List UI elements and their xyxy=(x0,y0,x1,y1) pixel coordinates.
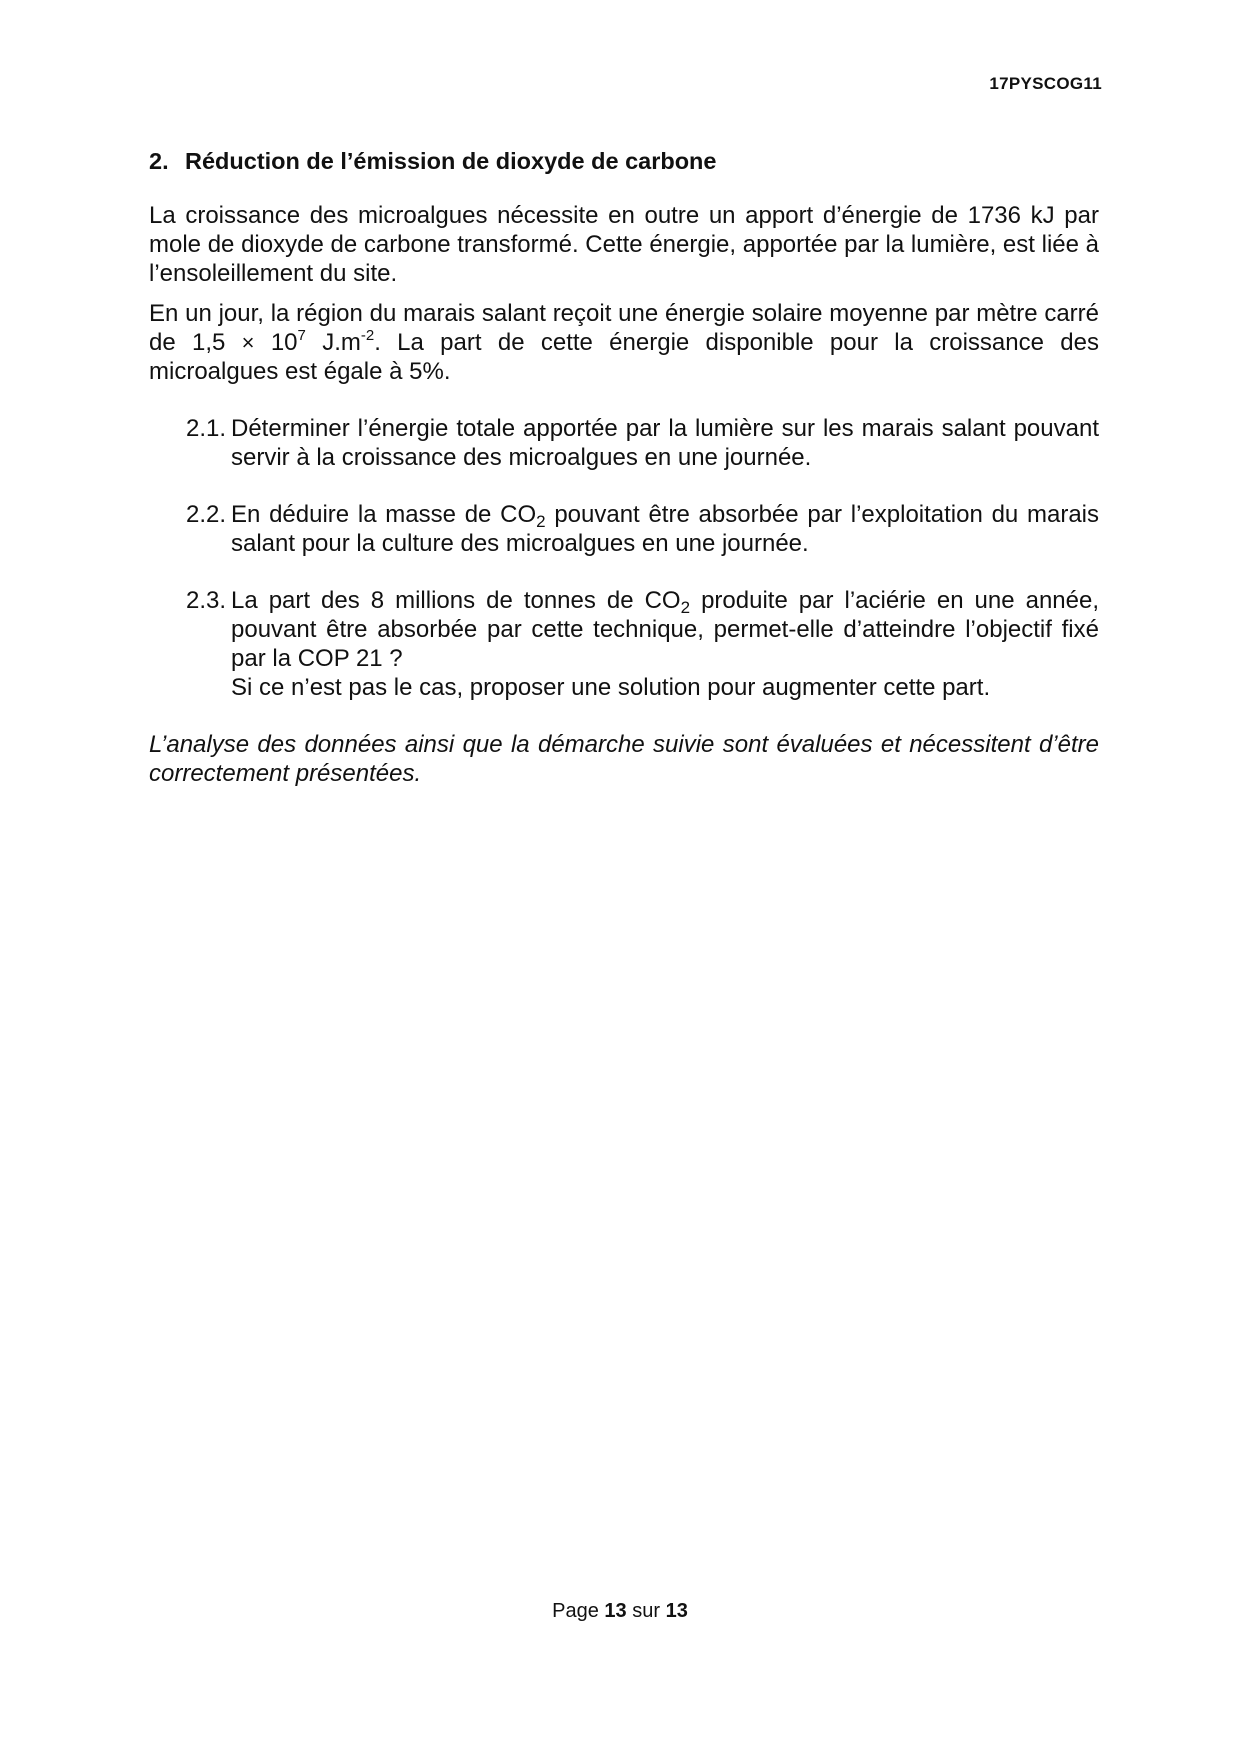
question-text: Déterminer l’énergie totale apportée par la lumière sur les marais salant pouvant servir à la croissance des microalgues en une journée. xyxy=(231,415,1099,471)
question-text: La part des 8 millions de tonnes de CO xyxy=(231,587,681,614)
of-label: sur xyxy=(632,1600,661,1622)
section-number: 2. xyxy=(149,148,169,174)
page-total: 13 xyxy=(665,1600,688,1622)
page-label: Page xyxy=(552,1600,599,1622)
document-code: 17PYSCOG11 xyxy=(989,74,1102,93)
question-number: 2.2. xyxy=(186,501,227,528)
exponent: 7 xyxy=(297,327,306,344)
times-symbol: × xyxy=(241,330,255,355)
section-title: Réduction de l’émission de dioxyde de carbone xyxy=(185,148,717,174)
paragraph-solar-energy xyxy=(149,299,1099,386)
paragraph-text: En un jour, la région du marais salant reçoit une énergie solaire moyenne par mètre carré de 1,5 xyxy=(149,300,1099,356)
question-number: 2.3. xyxy=(186,587,227,614)
exponent: -2 xyxy=(360,327,375,344)
paragraph-energy-requirement: La croissance des microalgues nécessite en outre un apport d’énergie de 1736 kJ par mole de dioxyde de carbone transformé. Cette énergie, apportée par la lumière, est liée à l’ensoleillement du site. xyxy=(149,202,1099,287)
question-number: 2.1. xyxy=(186,415,227,442)
question-text: produite par l’aciérie en une année, pouvant être absorbée par cette technique, permet-elle d’atteindre l’objectif fixé par la COP 21 ? xyxy=(231,587,1100,672)
page-content xyxy=(149,146,1099,812)
paragraph-text: 10 xyxy=(254,329,298,356)
question-followup: Si ce n’est pas le cas, proposer une solution pour augmenter cette part. xyxy=(231,674,991,701)
evaluation-note: L’analyse des données ainsi que la démarche suivie sont évaluées et nécessitent d’être correctement présentées. xyxy=(149,731,1099,787)
question-text: En déduire la masse de CO xyxy=(231,501,537,528)
question-text: pouvant être absorbée par l’exploitation du marais salant pour la culture des microalgues en une journée. xyxy=(231,501,1099,557)
subscript: 2 xyxy=(536,512,546,531)
section-heading xyxy=(149,146,1099,176)
question-2-1 xyxy=(149,414,1099,472)
paragraph-text: . La part de cette énergie disponible pour la croissance des microalgues est égale à 5%. xyxy=(149,329,1099,385)
question-2-2 xyxy=(149,500,1099,558)
page-number: 13 xyxy=(604,1600,627,1622)
page-footer xyxy=(0,1600,1240,1623)
paragraph-text: J.m xyxy=(305,329,361,356)
subscript: 2 xyxy=(680,598,691,617)
question-2-3 xyxy=(149,586,1099,702)
